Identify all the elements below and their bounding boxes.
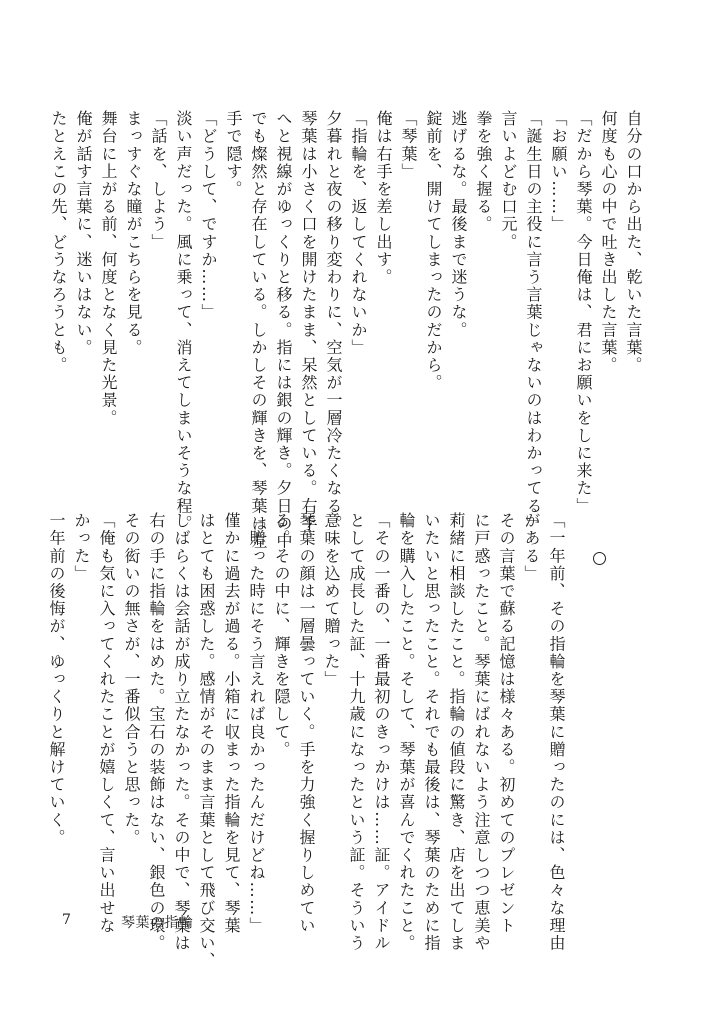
page-number: 7	[62, 912, 71, 928]
text-line: 錠前を、開けてしまったのだから。	[424, 110, 443, 392]
text-line: でも燦然と存在している。しかしその輝きを、琴葉は左	[249, 110, 268, 550]
text-line: まっすぐな瞳がこちらを見る。	[124, 110, 143, 357]
text-line: 「指輪を、返してくれないか」	[349, 110, 368, 357]
text-line: 意味を込めて贈った」	[322, 512, 341, 688]
text-line: 拳を強く握る。	[474, 110, 493, 234]
text-line: はとても困惑した。感情がそのまま言葉として飛び交い、	[197, 512, 216, 970]
text-line: 莉緒に相談したこと。指輪の値段に驚き、店を出てしま	[447, 512, 466, 952]
text-line: として成長した証、十九歳になったという証。そういう	[347, 512, 366, 952]
text-line: 俺が話す言葉に、迷いはない。	[74, 110, 93, 357]
section-break-circle	[593, 552, 606, 565]
text-line: かった」	[72, 512, 91, 583]
text-line: へと視線がゆっくりと移る。指には銀の輝き。夕日の中	[274, 110, 293, 550]
text-line: 琴葉の顔は一層曇っていく。手を力強く握りしめてい	[297, 512, 316, 935]
text-line: 夕暮れと夜の移り変わりに、空気が一層冷たくなる。	[324, 110, 343, 533]
text-line: 舞台に上がる前、何度となく見た光景。	[99, 110, 118, 427]
text-line: 琴葉は小さく口を開けたまま、呆然としている。右手	[299, 110, 318, 533]
text-line: 言いよどむ口元。	[499, 110, 518, 251]
text-line: 俺は右手を差し出す。	[374, 110, 393, 286]
text-line: 何度も心の中で吐き出した言葉。	[599, 110, 618, 374]
text-line: 「俺も気に入ってくれたことが嬉しくて、言い出せな	[97, 512, 116, 935]
text-line: る。その中に、輝きを隠して。	[272, 512, 291, 759]
text-line: しばらくは会話が成り立たなかった。その中で、琴葉は	[172, 512, 191, 952]
text-line: 「誕生日の主役に言う言葉じゃないのはわかってる」	[524, 110, 543, 533]
text-line: 「琴葉」	[399, 110, 418, 181]
text-line: その言葉で蘇る記憶は様々ある。初めてのプレゼント	[497, 512, 516, 935]
text-line: たとえこの先、どうなろうとも。	[49, 110, 68, 374]
text-line: 「だから琴葉。今日俺は、君にお願いをしに来た」	[574, 110, 593, 515]
text-line: 僅かに過去が過る。小箱に収まった指輪を見て、琴葉	[222, 512, 241, 935]
text-line: 輪を購入したこと。そして、琴葉が喜んでくれたこと。	[397, 512, 416, 952]
text-line: その衒いの無さが、一番似合うと思った。	[122, 512, 141, 847]
text-line: 「どうして、ですか……」	[199, 110, 218, 322]
text-line: いたいと思ったこと。それでも最後は、琴葉のために指	[422, 512, 441, 952]
text-line: 「お願い……」	[549, 110, 568, 234]
text-line: 右の手に指輪をはめた。宝石の装飾はない、銀色の環。	[147, 512, 166, 952]
text-line: 手で隠す。	[224, 110, 243, 198]
text-line: 「贈った時にそう言えれば良かったんだけどね……」	[247, 512, 266, 935]
text-line: がある」	[522, 512, 541, 583]
running-title: 琴葉の指輪	[121, 915, 194, 931]
text-line: 一年前の後悔が、ゆっくりと解けていく。	[47, 512, 66, 847]
text-line: 淡い声だった。風に乗って、消えてしまいそうな程。	[174, 110, 193, 533]
text-line: に戸惑ったこと。琴葉にばれないよう注意しつつ恵美や	[472, 512, 491, 952]
text-line: 「一年前、その指輪を琴葉に贈ったのには、色々な理由	[547, 512, 566, 952]
text-line: 「話を、しよう」	[149, 110, 168, 251]
text-line: 「その一番の、一番最初のきっかけは……証。アイドル	[372, 512, 391, 952]
text-line: 逃げるな。最後まで迷うな。	[449, 110, 468, 339]
text-line: 自分の口から出た、乾いた言葉。	[624, 110, 643, 374]
